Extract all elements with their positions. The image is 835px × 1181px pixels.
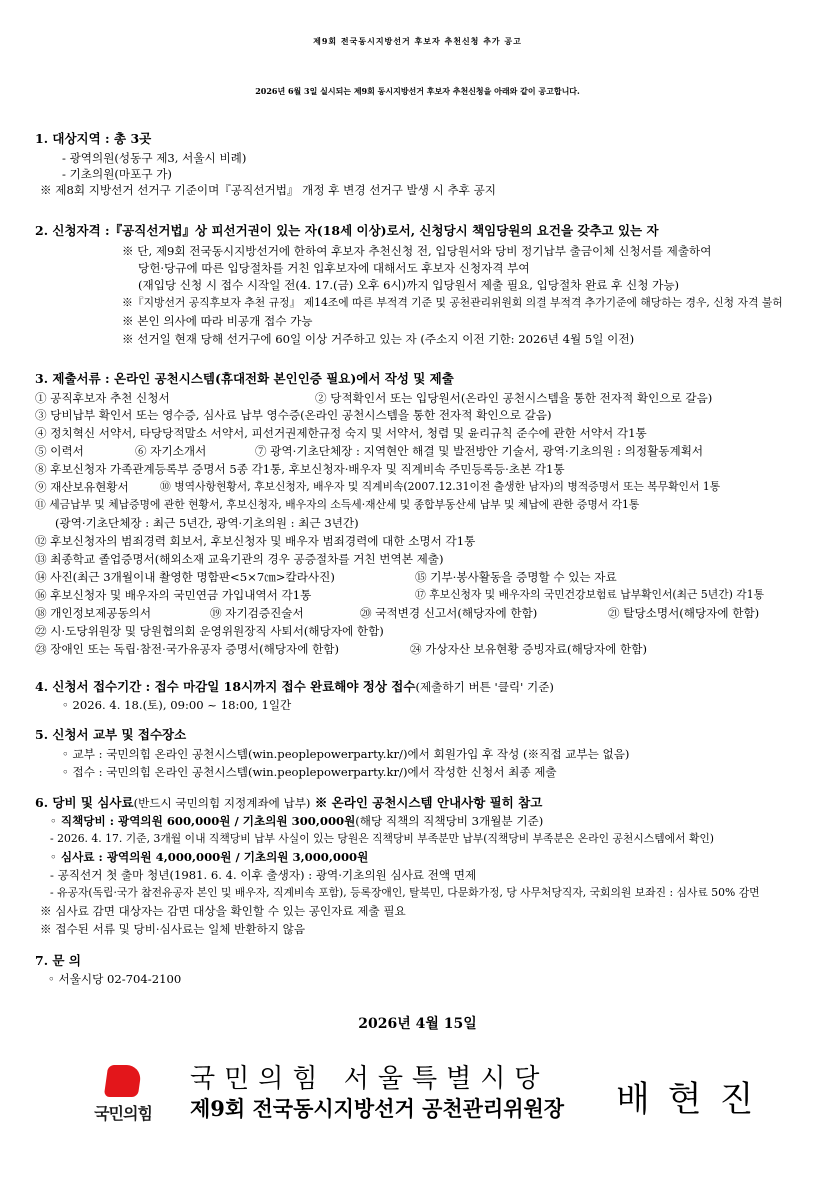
section-2-line: (재입당 신청 시 접수 시작일 전(4. 17.(금) 오후 6시)까지 입당원서 제출 필요, 입당절차 완료 후 신청 가능) — [138, 278, 680, 292]
document-item: ⑫ 후보신청자의 범죄경력 회보서, 후보신청자 및 배우자 범죄경력에 대한 소명서 각1통 — [35, 534, 476, 548]
section-7-heading: 7. 문 의 — [35, 953, 81, 968]
fee-line: - 유공자(독립·국가 참전유공자 본인 및 배우자, 직계비속 포함), 등록장애인, 탈북민, 다문화가정, 당 사무처당직자, 국회의원 보좌진 : 심사료 50% 감면 — [50, 886, 760, 899]
section-4-heading-text: 4. 신청서 접수기간 : 접수 마감일 18시까지 접수 완료해야 정상 접수 — [35, 679, 416, 694]
section-4-line: ◦ 2026. 4. 18.(토), 09:00 ~ 18:00, 1일간 — [62, 698, 292, 712]
document-item: ⑨ 재산보유현황서 — [35, 480, 129, 494]
section-1-heading: 1. 대상지역 : 총 3곳 — [35, 131, 152, 146]
fee-line: - 2026. 4. 17. 기준, 3개월 이내 직책당비 납부 사실이 있는 당원은 직책당비 부족분만 납부(직책당비 부족분은 온라인 공천시스템에서 확인) — [50, 832, 715, 845]
org-committee: 제9회 전국동시지방선거 공천관리위원장 — [190, 1096, 565, 1121]
section-1-note: ※ 제8회 지방선거 선거구 기준이며『공직선거법』 개정 후 변경 선거구 발생 시 추후 공지 — [40, 183, 496, 197]
page-title: 제9회 전국동시지방선거 후보자 추천신청 추가 공고 — [313, 36, 522, 46]
document-item: (광역·기초단체장 : 최근 5년간, 광역·기초의원 : 최근 3년간) — [55, 516, 359, 530]
document-item: ⑮ 기부·봉사활동을 증명할 수 있는 자료 — [415, 570, 617, 584]
document-item: ㉓ 장애인 또는 독립·참전·국가유공자 증명서(해당자에 한함) — [35, 642, 340, 656]
section-2-line: ※『지방선거 공직후보자 추천 규정』 제14조에 따른 부적격 기준 및 공천관리위원회 의결 부적격 추가기준에 해당하는 경우, 신청 자격 불허 — [122, 296, 783, 309]
section-1-line: - 기초의원(마포구 가) — [62, 167, 172, 181]
fee-note: ※ 접수된 서류 및 당비·심사료는 일체 반환하지 않음 — [40, 922, 306, 936]
party-logo-text: 국민의힘 — [94, 1104, 152, 1123]
section-6-heading-text: 6. 당비 및 심사료 — [35, 795, 134, 810]
section-6-heading-note: ※ 온라인 공천시스템 안내사항 필히 참고 — [310, 795, 543, 810]
fee-line-note: (해당 직책의 직책당비 3개월분 기준) — [355, 814, 544, 828]
document-item: ⑩ 병역사항현황서, 후보신청자, 배우자 및 직계비속(2007.12.31이전 출생한 남자)의 병적증명서 또는 복무확인서 1통 — [160, 480, 721, 493]
page-subtitle: 2026년 6월 3일 실시되는 제9회 동시지방선거 후보자 추천신청을 아래와 같이 공고합니다. — [255, 86, 580, 96]
document-item: ⑭ 사진(최근 3개월이내 촬영한 명함판<5×7㎝>칼라사진) — [35, 570, 335, 584]
document-item: ⑲ 자기검증진술서 — [210, 606, 304, 620]
document-item: ③ 당비납부 확인서 또는 영수증, 심사료 납부 영수증(온라인 공천시스템을 통한 전자적 확인으로 갈음) — [35, 408, 552, 422]
document-item: ㉑ 탈당소명서(해당자에 한함) — [608, 606, 760, 620]
signer-name: 배현진 — [616, 1080, 772, 1120]
document-item: ㉒ 시·도당위원장 및 당원협의회 운영위원장직 사퇴서(해당자에 한함) — [35, 624, 384, 638]
document-item: ⑪ 세금납부 및 체납증명에 관한 현황서, 후보신청자, 배우자의 소득세·재산세 및 종합부동산세 납부 및 체납에 관한 증명서 각1통 — [35, 498, 640, 511]
document-item: ⑱ 개인정보제공동의서 — [35, 606, 152, 620]
section-6-heading — [35, 796, 542, 810]
section-5-line: ◦ 접수 : 국민의힘 온라인 공천시스템(win.peoplepowerparty.kr/)에서 작성한 신청서 최종 제출 — [62, 765, 557, 779]
contact-line: ◦ 서울시당 02-704-2100 — [48, 972, 182, 986]
document-item: ⑯ 후보신청자 및 배우자의 국민연금 가입내역서 각1통 — [35, 588, 312, 602]
section-2-heading: 2. 신청자격 :『공직선거법』상 피선거권이 있는 자(18세 이상)로서, 신청당시 책임당원의 요건을 갖추고 있는 자 — [35, 223, 659, 238]
document-item: ① 공직후보자 추천 신청서 — [35, 391, 170, 405]
section-4-heading-note: (제출하기 버튼 '클릭' 기준) — [415, 680, 554, 694]
document-item: ④ 정치혁신 서약서, 타당당적말소 서약서, 피선거권제한규정 숙지 및 서약서, 청렴 및 윤리규칙 준수에 관한 서약서 각1통 — [35, 426, 647, 440]
document-item: ⑬ 최종학교 졸업증명서(해외소재 교육기관의 경우 공증절차를 거친 번역본 제출) — [35, 552, 444, 566]
document-item: ⑳ 국적변경 신고서(해당자에 한함) — [360, 606, 538, 620]
section-4-heading — [35, 680, 554, 694]
party-logo-mark-icon — [104, 1065, 142, 1097]
section-1-line: - 광역의원(성동구 제3, 서울시 비례) — [62, 151, 247, 165]
fee-line — [50, 814, 543, 828]
org-name: 국민의힘 서울특별시당 — [190, 1064, 549, 1094]
document-item: ⑧ 후보신청자 가족관계등록부 증명서 5종 각1통, 후보신청자·배우자 및 직계비속 주민등록등·초본 각1통 — [35, 462, 565, 476]
fee-line: ◦ 심사료 : 광역의원 4,000,000원 / 기초의원 3,000,000원 — [50, 850, 369, 864]
section-5-heading: 5. 신청서 교부 및 접수장소 — [35, 727, 187, 742]
document-item: ② 당적확인서 또는 입당원서(온라인 공천시스템을 통한 전자적 확인으로 갈음) — [315, 391, 713, 405]
document-item: ⑦ 광역·기초단체장 : 지역현안 해결 및 발전방안 기술서, 광역·기초의원 : 의정활동계획서 — [255, 444, 704, 458]
notice-date: 2026년 4월 15일 — [358, 1016, 477, 1032]
document-item: ⑥ 자기소개서 — [135, 444, 207, 458]
section-2-line: ※ 본인 의사에 따라 비공개 접수 가능 — [122, 314, 313, 328]
section-2-line: ※ 선거일 현재 당해 선거구에 60일 이상 거주하고 있는 자 (주소지 이전 기한: 2026년 4월 5일 이전) — [122, 332, 635, 346]
section-3-heading: 3. 제출서류 : 온라인 공천시스템(휴대전화 본인인증 필요)에서 작성 및 제출 — [35, 371, 454, 386]
fee-note: ※ 심사료 감면 대상자는 감면 대상을 확인할 수 있는 공인자료 제출 필요 — [40, 904, 406, 918]
document-item: ⑰ 후보신청자 및 배우자의 국민건강보험료 납부확인서(최근 5년간) 각1통 — [415, 588, 765, 601]
document-item: ⑤ 이력서 — [35, 444, 84, 458]
section-6-heading-paren: (반드시 국민의힘 지정계좌에 납부) — [133, 796, 311, 810]
section-5-line: ◦ 교부 : 국민의힘 온라인 공천시스템(win.peoplepowerparty.kr/)에서 회원가입 후 작성 (※직접 교부는 없음) — [62, 747, 630, 761]
fee-line-bold: ◦ 직책당비 : 광역의원 600,000원 / 기초의원 300,000원 — [50, 814, 356, 828]
fee-line: - 공직선거 첫 출마 청년(1981. 6. 4. 이후 출생자) : 광역·기초의원 심사료 전액 면제 — [50, 868, 477, 882]
section-2-line: 당헌·당규에 따른 입당절차를 거친 입후보자에 대해서도 후보자 신청자격 부여 — [138, 261, 530, 275]
section-2-line: ※ 단, 제9회 전국동시지방선거에 한하여 후보자 추천신청 전, 입당원서와 당비 정기납부 출금이체 신청서를 제출하여 — [122, 244, 712, 258]
party-logo — [78, 1065, 168, 1127]
document-item: ㉔ 가상자산 보유현황 증빙자료(해당자에 한함) — [410, 642, 647, 656]
